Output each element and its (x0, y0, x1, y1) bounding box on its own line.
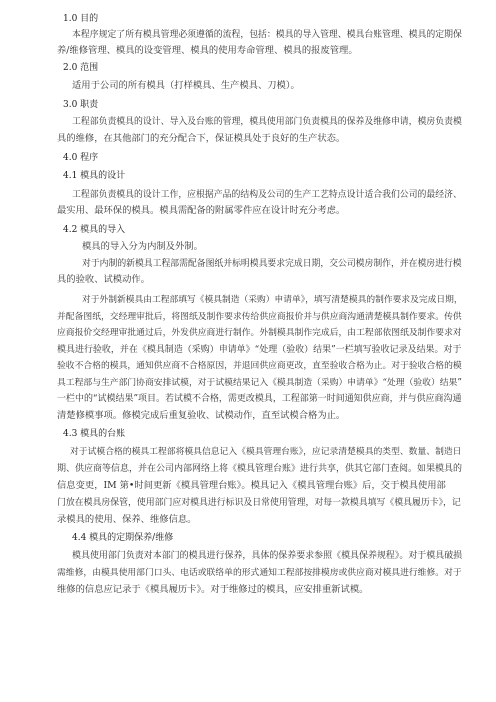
subsection-heading-design: 4.1 模具的设计 (63, 171, 126, 181)
paragraph-line: 模具的导入分为内制及外制。 (82, 241, 203, 252)
paragraph-line: 适用于公司的所有模具（打样模具、生产模具、刀模）。 (72, 80, 300, 91)
paragraph-line: 工程部负责模具的设计、导入及台账的管理，模具使用部门负责模具的保养及维修申请，模房负责模 (72, 117, 462, 127)
paragraph-line: 具的验收、试模动作。 (57, 274, 150, 285)
paragraph-line: 维修的信息应记录于《模具履历卡》。对于维修过的模具，应安排重新试模。 (57, 584, 369, 595)
paragraph-line: 对于外制新模具由工程部填写《模具制造（采购）申请单》，填写清楚模具的制作要求及完成日期， (82, 295, 463, 305)
paragraph-line: 一栏中的“试模结果”项目。若试模不合格，需更改模具，工程部第一时间通知供应商，并与供应商沟通 (57, 394, 462, 404)
paragraph-line: 最实用、最环保的模具。模具需配备的附属零件应在设计时充分考虑。 (57, 205, 346, 216)
paragraph-line: 需维修，由模具使用部门口头、电话或联络单的形式通知工程部按排模房或供应商对模具进行维修。对于 (57, 568, 462, 578)
paragraph-line: 对于试模合格的模具工程部将模具信息记入《模具管理台账》，应记录清楚模具的类型、数量、制造日 (70, 447, 462, 457)
subsection-heading-maintenance: 4.4 模具的定期保养/维修 (72, 533, 174, 543)
section-heading-purpose: 1.0 目的 (63, 14, 99, 24)
paragraph-line: 期、供应商等信息，并在公司内部网络上将《模具管理台账》进行共享，供其它部门查阅。如果模具的 (57, 464, 463, 474)
paragraph-line: 具的维修，在其他部门的充分配合下，保证模具处于良好的生产状态。 (57, 133, 346, 144)
paragraph-line: 工程部负责模具的设计工作，应根据产品的结构及公司的生产工艺特点设计适合我们公司的最经济、 (72, 190, 462, 200)
paragraph-line: 并配备图纸，交经理审批后，将图纸及制作要求传给供应商报价并与供应商沟通清楚模具制作要求。传供 (57, 312, 462, 322)
paragraph-line: 本程序规定了所有模具管理必须遵循的流程，包括：模具的导入管理、模具台账管理、模具的定期保 (72, 30, 462, 40)
paragraph-line: 应商报价交经理审批通过后，外发供应商进行制作。外制模具制作完成后，由工程部依图纸及制作要求对 (57, 328, 462, 338)
paragraph-line: 模具使用部门负责对本部门的模具进行保养，具体的保养要求参照《模具保养规程》。对于模具破损 (72, 551, 463, 561)
paragraph-line: 门放在模具房保管，使用部门应对模具进行标识及日常使用管理，对每一款模具填写《模具履历卡》，记 (57, 498, 461, 508)
section-heading-scope: 2.0 范围 (63, 63, 99, 73)
paragraph-line: 清楚修模事项。修模完成后重复验收、试模动作，直至试模合格为止。 (57, 410, 346, 421)
paragraph-line: 信息变更，IM 第•时间更新《模具管理台账》。模具记入《模具管理台账》后，交于模具使用部 (57, 480, 446, 491)
paragraph-line: 录模具的使用、保养、维修信息。 (57, 514, 197, 525)
section-heading-procedure: 4.0 程序 (63, 153, 99, 163)
subsection-heading-ledger: 4.3 模具的台账 (63, 429, 126, 439)
paragraph-line: 具工程部与生产部门协商安排试模，对于试模结果记入《模具制造（采购）申请单》“处理（验收）结果” (57, 378, 462, 388)
section-heading-responsibility: 3.0 职责 (63, 100, 99, 110)
paragraph-line: 养/维修管理、模具的设变管理、模具的使用寿命管理、模具的报废管理。 (57, 45, 358, 56)
paragraph-line: 对于内制的新模具工程部需配备图纸并标明模具要求完成日期，交公司模房制作，并在模房进行模 (82, 259, 462, 269)
paragraph-line: 模具进行验收，并在《模具制造（采购）申请单》“处理（验收）结果”一栏填写验收记录及结果。对于 (57, 345, 462, 355)
paragraph-line: 验收不合格的模具，通知供应商不合格原因，并退回供应商更改，直至验收合格为止。对于验收合格的模 (57, 361, 462, 371)
subsection-heading-import: 4.2 模具的导入 (63, 225, 126, 235)
